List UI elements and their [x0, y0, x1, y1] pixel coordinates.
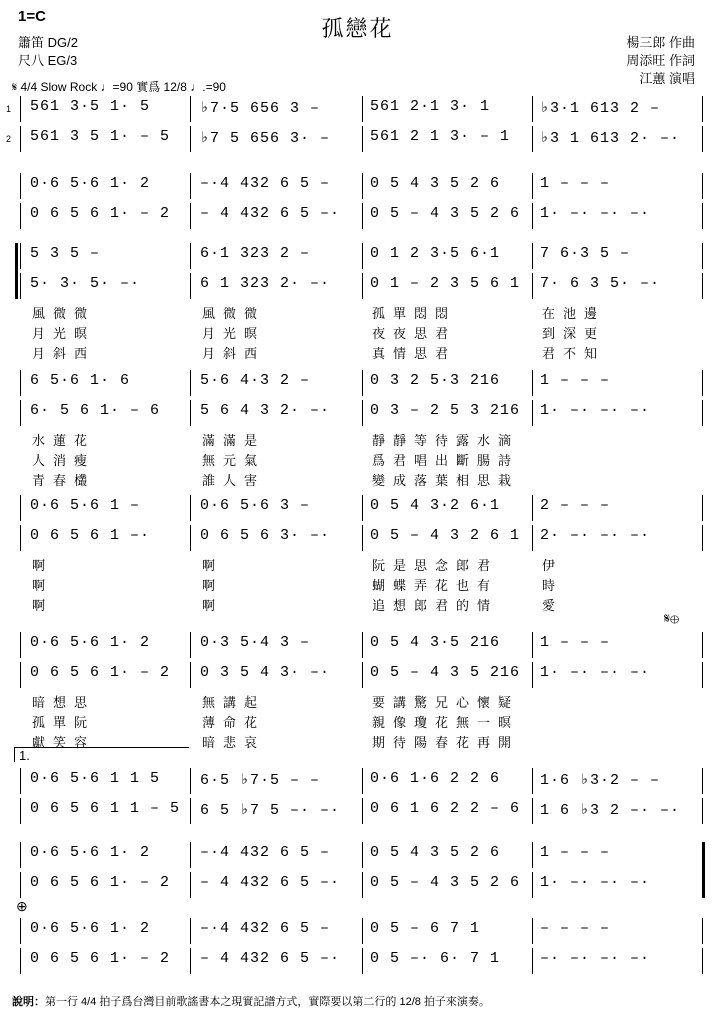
measure-notes: ♭3·1 613 2 –	[540, 100, 661, 117]
score-staff-row	[0, 768, 715, 794]
measure-notes: 0·3 5·4 3 –	[200, 634, 311, 651]
measure-notes: 561 3 5 1· – 5	[30, 128, 171, 145]
bar-line	[532, 96, 533, 122]
measure-notes: –·4 432 6 5 –	[200, 844, 331, 861]
lyric-text: 風微微	[32, 306, 96, 321]
lyric-text: 真情思君	[372, 346, 457, 361]
measure-notes: 5 3 5 –	[30, 245, 101, 262]
measure-notes: 0 6 5 6 1· – 2	[30, 205, 171, 222]
measure-notes: 0 5 – 4 3 2 6 1	[370, 527, 521, 544]
lyric-text: 啊	[202, 578, 224, 593]
lyric-line	[0, 555, 715, 575]
bar-line	[190, 400, 191, 426]
lyric-text: 到深更	[542, 326, 606, 341]
measure-notes: 0·6 5·6 1· 2	[30, 920, 151, 937]
lyric-line	[0, 595, 715, 615]
measure-notes: 1· –· –· –·	[540, 874, 651, 891]
bar-line	[702, 872, 703, 898]
bar-line	[190, 273, 191, 299]
measure-notes: 0 6 5 6 1· – 2	[30, 950, 171, 967]
score-staff-row	[0, 126, 715, 152]
lyric-line	[0, 712, 715, 732]
bar-line	[532, 798, 533, 824]
lyric-text: 暗想思	[32, 695, 96, 710]
lyric-text: 孤單悶悶	[372, 306, 457, 321]
measure-notes: 0 1 – 2 3 5 6 1	[370, 275, 521, 292]
measure-notes: 0·6 1·6 2 2 6	[370, 770, 501, 787]
bar-line	[362, 842, 363, 868]
lyric-text: 月斜西	[202, 346, 266, 361]
measure-notes: 561 2·1 3· 1	[370, 98, 491, 115]
bar-line	[702, 203, 703, 229]
bar-line	[190, 948, 191, 974]
bar-line	[702, 495, 703, 521]
lyric-text: 親像瓊花無一暝	[372, 715, 520, 730]
lyric-line	[0, 343, 715, 363]
score-staff-row	[0, 173, 715, 199]
lyric-text: 孤單阮	[32, 715, 96, 730]
measure-notes: – 4 432 6 5 –·	[200, 205, 341, 222]
bar-line	[702, 126, 703, 152]
bar-line	[20, 400, 21, 426]
bar-line	[20, 243, 21, 269]
credit-lyricist: 周添旺 作詞	[626, 53, 695, 68]
bar-line	[532, 632, 533, 658]
measure-notes: 0 5 –· 6· 7 1	[370, 950, 501, 967]
lyric-text: 時	[542, 578, 564, 593]
lyric-line	[0, 430, 715, 450]
measure-notes: 0·6 5·6 1· 2	[30, 634, 151, 651]
measure-notes: 1· –· –· –·	[540, 664, 651, 681]
bar-line	[190, 662, 191, 688]
measure-notes: 0 6 5 6 3· –·	[200, 527, 331, 544]
lyric-text: 啊	[32, 598, 54, 613]
bar-line	[190, 798, 191, 824]
lyric-line	[0, 303, 715, 323]
bar-line	[532, 525, 533, 551]
lyric-text: 啊	[202, 558, 224, 573]
bar-line	[532, 918, 533, 944]
lyric-text: 獻笑容	[32, 735, 96, 750]
bar-line	[190, 243, 191, 269]
bar-line	[190, 173, 191, 199]
bar-line	[532, 842, 533, 868]
bar-line	[20, 768, 21, 794]
bar-line	[362, 370, 363, 396]
bar-line	[362, 400, 363, 426]
lyric-text: 啊	[32, 578, 54, 593]
bar-line	[702, 842, 703, 868]
measure-notes: 0 3 2 5·3 216	[370, 372, 501, 389]
coda-sign: ⊕	[16, 898, 28, 914]
bar-line	[702, 400, 703, 426]
lyric-text: 滿滿是	[202, 433, 266, 448]
score-staff-row	[0, 918, 715, 944]
bar-line	[20, 173, 21, 199]
lyric-text: 愛	[542, 598, 564, 613]
bar-line	[20, 842, 21, 868]
measure-notes: 561 2 1 3· – 1	[370, 128, 511, 145]
measure-notes: 0 6 5 6 1· – 2	[30, 874, 171, 891]
measure-notes: 0·6 5·6 1· 2	[30, 844, 151, 861]
measure-notes: 0 5 – 4 3 5 216	[370, 664, 521, 681]
score-staff-row	[0, 525, 715, 551]
measure-notes: 2 – – –	[540, 497, 611, 514]
score-staff-row	[0, 370, 715, 396]
lyric-text: 月光暝	[32, 326, 96, 341]
measure-notes: 6 5 ♭7 5 –· –·	[200, 802, 341, 819]
bar-line	[20, 948, 21, 974]
tempo-marking: 𝄋 4/4 Slow Rock ♩=90 實爲 12/8 ♩.=90	[12, 80, 226, 94]
bar-line	[532, 662, 533, 688]
bar-line	[362, 525, 363, 551]
lyric-text: 啊	[202, 598, 224, 613]
lyric-text: 月斜西	[32, 346, 96, 361]
bar-line	[362, 662, 363, 688]
measure-notes: 1 – – –	[540, 844, 611, 861]
score-staff-row	[0, 842, 715, 868]
song-title: 孤戀花	[321, 17, 394, 42]
bar-line	[20, 662, 21, 688]
bar-line	[20, 273, 21, 299]
measure-notes: – 4 432 6 5 –·	[200, 874, 341, 891]
measure-notes: 0 5 4 3 5 2 6	[370, 844, 501, 861]
measure-notes: 561 3·5 1· 5	[30, 98, 151, 115]
measure-notes: 0·6 5·6 1· 2	[30, 175, 151, 192]
lyric-text: 靜靜等待露水滴	[372, 433, 520, 448]
measure-notes: 6· 5 6 1· – 6	[30, 402, 161, 419]
bar-line	[532, 126, 533, 152]
measure-notes: –·4 432 6 5 –	[200, 175, 331, 192]
score-staff-row	[0, 495, 715, 521]
bar-line	[702, 525, 703, 551]
score-staff-row	[0, 798, 715, 824]
bar-line	[190, 203, 191, 229]
bar-line	[532, 768, 533, 794]
row-number: 1	[6, 104, 12, 114]
lyric-line	[0, 323, 715, 343]
lyric-text: 君不知	[542, 346, 606, 361]
lyric-line	[0, 450, 715, 470]
bar-line	[532, 872, 533, 898]
measure-notes: ♭3 1 613 2· –·	[540, 130, 681, 147]
bar-line	[190, 495, 191, 521]
bar-line	[702, 173, 703, 199]
measure-notes: 6·1 323 2 –	[200, 245, 311, 262]
measure-notes: – 4 432 6 5 –·	[200, 950, 341, 967]
lyric-text: 無元氣	[202, 453, 266, 468]
lyric-text: 月光暝	[202, 326, 266, 341]
bar-line	[532, 370, 533, 396]
score-staff-row	[0, 273, 715, 299]
bar-line	[190, 842, 191, 868]
measure-notes: 0 6 1 6 2 2 – 6	[370, 800, 521, 817]
score-staff-row	[0, 243, 715, 269]
instrument-2: 尺八 EG/3	[18, 53, 78, 68]
lyric-line	[0, 732, 715, 752]
lyric-text: 薄命花	[202, 715, 266, 730]
volta-bracket: 1.	[14, 747, 189, 762]
lyric-line	[0, 692, 715, 712]
bar-line	[20, 798, 21, 824]
score-staff-row	[0, 872, 715, 898]
bar-line	[532, 273, 533, 299]
bar-line	[20, 126, 21, 152]
measure-notes: 0 6 5 6 1 1 – 5	[30, 800, 181, 817]
bar-line	[190, 126, 191, 152]
measure-notes: 0 5 4 3·2 6·1	[370, 497, 501, 514]
score-staff-row	[0, 96, 715, 122]
measure-notes: 6 1 323 2· –·	[200, 275, 331, 292]
score-staff-row	[0, 203, 715, 229]
lyric-line	[0, 575, 715, 595]
instrument-1: 簫笛 DG/2	[18, 35, 78, 50]
lyric-text: 伊	[542, 558, 564, 573]
bar-line	[532, 400, 533, 426]
key-signature: 1=C	[18, 8, 46, 25]
bar-line	[190, 768, 191, 794]
bar-line	[362, 495, 363, 521]
lyric-text: 追想郎君的情	[372, 598, 499, 613]
measure-notes: –·4 432 6 5 –	[200, 920, 331, 937]
measure-notes: 5· 3· 5· –·	[30, 275, 141, 292]
lyric-text: 期待陽春花再開	[372, 735, 520, 750]
score-staff-row	[0, 948, 715, 974]
lyric-text: 在池邊	[542, 306, 606, 321]
measure-notes: 0 3 – 2 5 3 216	[370, 402, 521, 419]
bar-line	[362, 173, 363, 199]
bar-line	[20, 632, 21, 658]
measure-notes: 2· –· –· –·	[540, 527, 651, 544]
bar-line	[20, 525, 21, 551]
measure-notes: 0 6 5 6 1· – 2	[30, 664, 171, 681]
bar-line	[20, 96, 21, 122]
lyric-text: 阮是思念郎君	[372, 558, 499, 573]
footnote-label: 說明：	[12, 996, 45, 1008]
lyric-text: 爲君唱出斷腸詩	[372, 453, 520, 468]
lyric-text: 人消瘦	[32, 453, 96, 468]
measure-notes: 0 5 – 6 7 1	[370, 920, 481, 937]
bar-line	[362, 918, 363, 944]
measure-notes: 1· –· –· –·	[540, 402, 651, 419]
measure-notes: 1 – – –	[540, 372, 611, 389]
bar-line	[702, 243, 703, 269]
lyric-text: 青春欉	[32, 473, 96, 488]
bar-line	[20, 203, 21, 229]
measure-notes: 0 3 5 4 3· –·	[200, 664, 331, 681]
measure-notes: 0 5 – 4 3 5 2 6	[370, 874, 521, 891]
lyric-text: 要講驚兄心懷疑	[372, 695, 520, 710]
bar-line	[362, 243, 363, 269]
measure-notes: 7 6·3 5 –	[540, 245, 631, 262]
bar-line	[190, 96, 191, 122]
credit-singer: 江蕙 演唱	[639, 71, 695, 86]
bar-line	[702, 662, 703, 688]
segno-coda-sign: 𝄋⊕	[664, 610, 680, 626]
measure-notes: –· –· –· –·	[540, 950, 651, 967]
lyric-text: 啊	[32, 558, 54, 573]
measure-notes: 0 6 5 6 1 –·	[30, 527, 151, 544]
measure-notes: 0·6 5·6 3 –	[200, 497, 311, 514]
measure-notes: 5·6 4·3 2 –	[200, 372, 311, 389]
bar-line	[702, 273, 703, 299]
measure-notes: 1 – – –	[540, 175, 611, 192]
measure-notes: 5 6 4 3 2· –·	[200, 402, 331, 419]
bar-line	[190, 918, 191, 944]
bar-line	[702, 632, 703, 658]
bar-line	[362, 203, 363, 229]
row-number: 2	[6, 134, 12, 144]
bar-line	[532, 243, 533, 269]
lyric-text: 蝴蝶弄花也有	[372, 578, 499, 593]
lyric-text: 暗悲哀	[202, 735, 266, 750]
bar-line	[362, 798, 363, 824]
bar-line	[190, 370, 191, 396]
bar-line	[20, 918, 21, 944]
measure-notes: 0 5 4 3 5 2 6	[370, 175, 501, 192]
bar-line	[20, 872, 21, 898]
bar-line	[20, 370, 21, 396]
measure-notes: ♭7·5 656 3 –	[200, 100, 321, 117]
credit-composer: 楊三郎 作曲	[626, 35, 695, 50]
measure-notes: 6 5·6 1· 6	[30, 372, 131, 389]
bar-line	[532, 203, 533, 229]
measure-notes: ♭7 5 656 3· –	[200, 130, 331, 147]
bar-line	[362, 126, 363, 152]
bar-line	[702, 918, 703, 944]
bar-line	[532, 173, 533, 199]
lyric-text: 無講起	[202, 695, 266, 710]
measure-notes: 0·6 5·6 1 1 5	[30, 770, 161, 787]
measure-notes: 6·5 ♭7·5 – –	[200, 772, 321, 789]
bar-line	[362, 96, 363, 122]
bar-line	[190, 632, 191, 658]
measure-notes: 0·6 5·6 1 –	[30, 497, 141, 514]
bar-line	[20, 495, 21, 521]
lyric-text: 夜夜思君	[372, 326, 457, 341]
bar-line	[532, 495, 533, 521]
bar-line	[362, 273, 363, 299]
footnote-text: 第一行 4/4 拍子爲台灣目前歌謠書本之現實記譜方式，實際要以第二行的 12/8 拍子來演奏。	[45, 996, 490, 1008]
lyric-text: 誰人害	[202, 473, 266, 488]
bar-line	[190, 872, 191, 898]
bar-line	[362, 768, 363, 794]
lyric-text: 風微微	[202, 306, 266, 321]
bar-line	[702, 798, 703, 824]
score-staff-row	[0, 662, 715, 688]
lyric-text: 變成落葉相思栽	[372, 473, 520, 488]
measure-notes: 1 – – –	[540, 634, 611, 651]
bar-line	[702, 768, 703, 794]
bar-line	[362, 948, 363, 974]
lyric-text: 水蓮花	[32, 433, 96, 448]
bar-line	[190, 525, 191, 551]
bar-line	[362, 632, 363, 658]
measure-notes: 7· 6 3 5· –·	[540, 275, 661, 292]
footnote	[12, 993, 490, 1009]
bar-line	[532, 948, 533, 974]
measure-notes: 0 5 4 3·5 216	[370, 634, 501, 651]
lyric-line	[0, 470, 715, 490]
bar-line	[702, 370, 703, 396]
score-staff-row	[0, 400, 715, 426]
measure-notes: 1·6 ♭3·2 – –	[540, 772, 661, 789]
measure-notes: 0 5 – 4 3 5 2 6	[370, 205, 521, 222]
measure-notes: 1 6 ♭3 2 –· –·	[540, 802, 681, 819]
score-staff-row	[0, 632, 715, 658]
bar-line	[702, 96, 703, 122]
bar-line	[702, 948, 703, 974]
measure-notes: – – – –	[540, 920, 611, 937]
measure-notes: 1· –· –· –·	[540, 205, 651, 222]
bar-line	[362, 872, 363, 898]
measure-notes: 0 1 2 3·5 6·1	[370, 245, 501, 262]
